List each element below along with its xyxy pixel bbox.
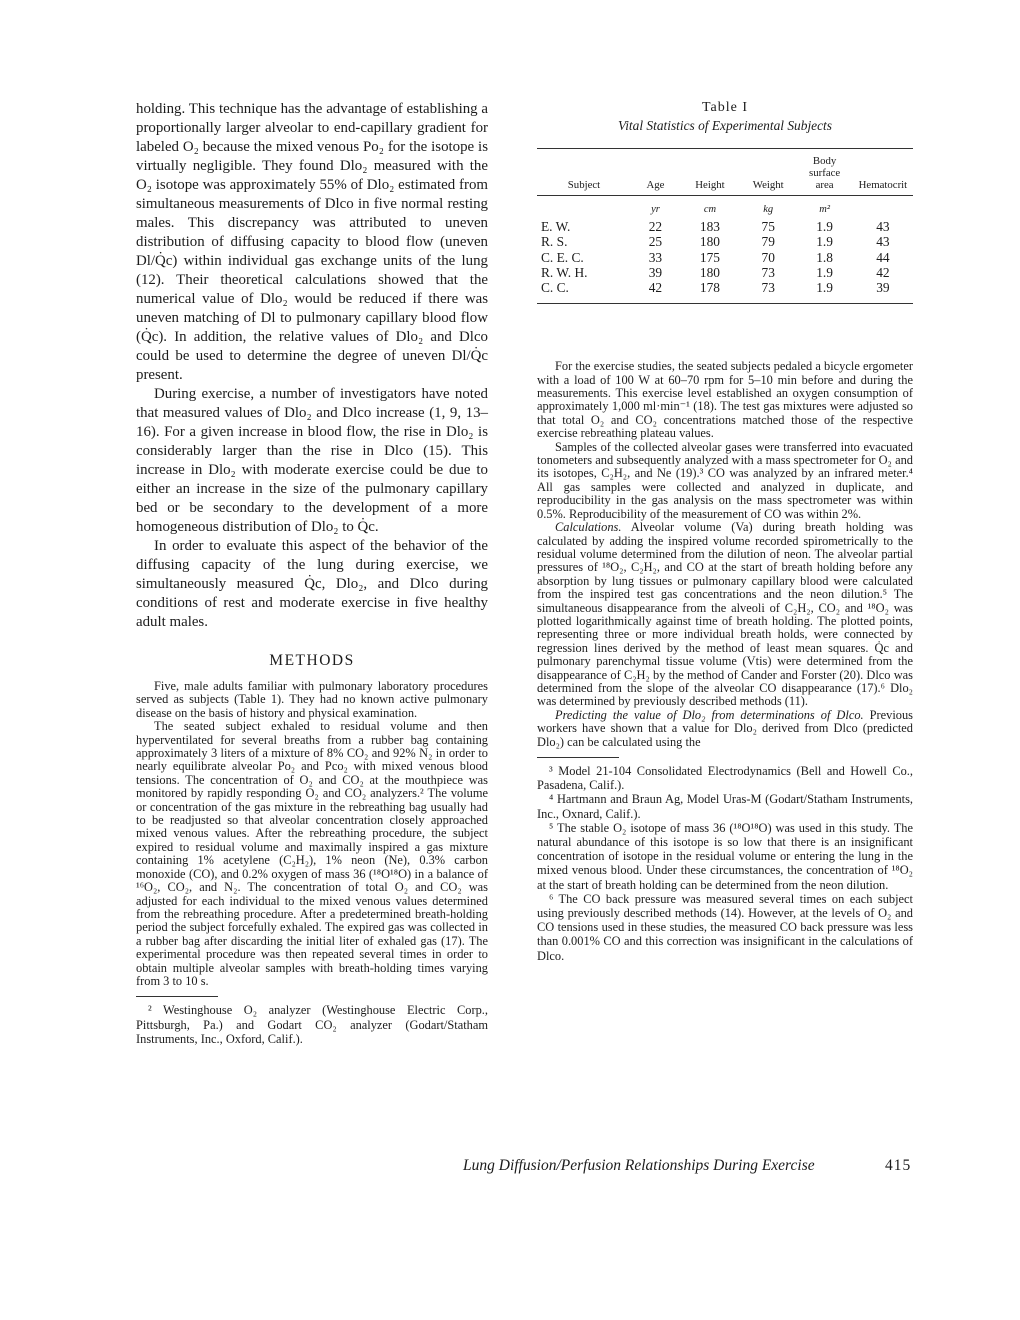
unit-cell [853, 196, 913, 220]
cell-bsa: 1.9 [816, 280, 833, 296]
body-paragraph: For the exercise studies, the seated subjects pedaled a bicycle ergometer with a load of 100 W at 60–70 rpm for 5–10 min before and during the measurements. This exercise level established an oxygen consumption of approximately 1,000 ml·min⁻¹ (18). The test gas mixtures were adjusted so that total O₂ and CO₂ concentrations matched those of the respective exercise rebreathing plateau values. [537, 359, 913, 441]
running-footer-title: Lung Diffusion/Perfusion Relationships During Exercise [463, 1157, 815, 1174]
cell-subject: C. E. C. [541, 249, 584, 265]
header-age: Age [631, 149, 680, 196]
unit-cell: kg [763, 204, 774, 215]
footnote-rule [537, 757, 619, 758]
cell-subject: R. W. H. [541, 264, 588, 280]
predicting-text: Previous workers have shown that a value for Dlo₂ derived from Dlco (predicted Dlo₂) can be calculated using the [537, 707, 913, 749]
right-column [537, 100, 913, 963]
body-paragraph: During exercise, a number of investigators have noted that measured values of Dlo₂ and Dlco increase (1, 9, 13–16). For a given increase in blood flow, the rise in Dlo₂ is considerably larger than the rise in Dlco (15). This increase in Dlo₂ with moderate exercise could be due to either an increase in the size of the pulmonary capillary bed or be secondary to the development of a more homogeneous distribution of Dlo₂ to Q̇c. [136, 386, 488, 535]
cell-height: 180 [699, 264, 720, 280]
predicting-label: Predicting the value of Dlo₂ from determinations of Dlco. [555, 707, 864, 722]
cell-weight: 73 [761, 280, 775, 296]
cell-subject: C. C. [541, 280, 569, 296]
cell-weight: 79 [761, 234, 775, 250]
table-row [537, 219, 913, 234]
calculations-paragraph [537, 521, 913, 709]
footnote: ⁶ The CO back pressure was measured several times on each subject using previously described methods (14). However, at the levels of O₂ and CO tensions used in these studies, the measured CO back pressure was less than 0.001% CO and this correction was insignificant in the calculations of Dlco. [537, 891, 913, 963]
methods-paragraph: Five, male adults familiar with pulmonary laboratory procedures served as subjects (Table 1). They had no known active pulmonary disease on the basis of history and physical examination. [136, 679, 488, 720]
cell-bsa: 1.9 [816, 234, 833, 250]
units-row [537, 196, 913, 220]
footnote: ³ Model 21-104 Consolidated Electrodynamics (Bell and Howell Co., Pasadena, Calif.). [537, 764, 913, 793]
vital-statistics-table [537, 148, 913, 304]
cell-age: 39 [648, 264, 663, 280]
table-row [537, 280, 913, 304]
cell-bsa: 1.9 [816, 264, 833, 280]
footnote: ⁴ Hartmann and Braun Ag, Model Uras-M (Godart/Statham Instruments, Inc., Oxnard, Calif.). [537, 792, 913, 821]
cell-subject: R. S. [541, 234, 568, 250]
table-label: Table I [701, 100, 749, 115]
unit-cell [537, 196, 631, 220]
cell-age: 33 [648, 249, 663, 265]
body-paragraph: holding. This technique has the advantage of establishing a proportionally larger alveolar to end-capillary gradient for labeled O₂ because the mixed venous Po₂ for the isotope is virtually negligible. They found Dlo₂ measured with the O₂ isotope was approximately 55% of Dlo₂ estimated from simultaneous measurements of Dlco in five normal resting males. This discrepancy was attributed to uneven distribution of diffusing capacity to blood flow (uneven Dl/Q̇c) within individual gas exchange units of the lung (12). Their theoretical calculations showed that the numerical value of Dlo₂ would be reduced if there was uneven matching of Dl to pulmonary capillary blood flow (Q̇c). In addition, the relative values of Dlo₂ and Dlco could be used to determine the degree of uneven Dl/Q̇c present. [136, 101, 488, 383]
cell-height: 183 [699, 219, 720, 235]
calculations-text: Alveolar volume (Va) during breath holding was calculated by adding the inspired volume recorded spirometrically to the residual volume determined from the dilution of neon. The alveolar partial pressures of ¹⁸O₂, C₂H₂, and CO at the start of breath holding before any absorption by lung tissues or pulmonary capillary blood were calculated from the inspired test gas concentrations and the neon dilution.⁵ The simultaneous disappearance from the alveoli of C₂H₂, CO₂ and ¹⁸O₂ was plotted logarithmically against time of breath holding. The plotted points, representing three or more individual breath holds, were connected by regression lines derived by the method of least mean squares. Q̇c and pulmonary parenchymal tissue volume (Vtis) were determined from the disappearance of C₂H₂ by the method of Cander and Forster (20). Dlco was determined from the slope of the alveolar CO disappearance (17).⁶ Dlo₂ was determined by previously described methods (11). [537, 520, 913, 709]
unit-cell: cm [703, 204, 717, 215]
table-1 [537, 100, 913, 304]
cell-height: 175 [699, 249, 720, 265]
cell-weight: 75 [761, 219, 775, 235]
cell-height: 180 [699, 234, 720, 250]
body-paragraph: Samples of the collected alveolar gases were transferred into evacuated tonometers and subsequently analyzed with a mass spectrometer for O₂ and its isotopes, C₂H₂, and Ne (19).³ CO was analyzed by an infrared meter.⁴ All gas samples were collected and analyzed in duplicate, and reproducibility in the gas analysis on the mass spectrometer was within 0.5%. Reproducibility of the measurement of CO was within 2%. [537, 439, 913, 521]
body-paragraph: In order to evaluate this aspect of the behavior of the diffusing capacity of the lung during exercise, we simultaneously measured Q̇c, Dlo₂, and Dlco during conditions of rest and moderate exercise in five healthy adult males. [136, 538, 488, 630]
cell-hematocrit: 43 [876, 219, 890, 235]
predicting-paragraph [537, 709, 913, 749]
cell-bsa: 1.9 [816, 219, 833, 235]
cell-hematocrit: 44 [876, 249, 890, 265]
footnote-rule [136, 996, 218, 997]
table-row [537, 265, 913, 280]
header-weight: Weight [740, 149, 796, 196]
table-row [537, 250, 913, 265]
cell-bsa: 1.8 [816, 249, 833, 265]
cell-weight: 70 [761, 249, 775, 265]
header-subject: Subject [537, 149, 631, 196]
footnote: ² Westinghouse O₂ analyzer (Westinghouse Electric Corp., Pittsburgh, Pa.) and Godart CO₂ analyzer (Godart/Statham Instruments, Inc., Oxford, Calif.). [136, 1003, 488, 1046]
cell-age: 22 [648, 219, 663, 235]
cell-subject: E. W. [541, 219, 571, 235]
cell-hematocrit: 42 [876, 264, 890, 280]
header-hematocrit: Hematocrit [853, 149, 913, 196]
cell-height: 178 [699, 280, 720, 296]
left-column [136, 100, 488, 1046]
page-number: 415 [885, 1157, 912, 1174]
cell-hematocrit: 43 [876, 234, 890, 250]
cell-weight: 73 [761, 264, 775, 280]
unit-cell: yr [651, 204, 660, 215]
header-height: Height [680, 149, 740, 196]
methods-paragraph: The seated subject exhaled to residual volume and then hyperventilated for several breaths from a rubber bag containing approximately 3 liters of a mixture of 8% CO₂ and 92% N₂ in order to nearly equilibrate alveolar Po₂ and Pco₂ with mixed venous blood tensions. The concentration of O₂ and CO₂ at the mouthpiece was monitored by rapidly responding O₂ and CO₂ analyzers.² The volume or concentration of the gas mixture in the rebreathing bag usually had to be readjusted so that alveolar concentration closely approached mixed venous values. After the rebreathing procedure, the subject expired to residual volume and maximally inspired a gas mixture containing 1% acetylene (C₂H₂), 1% neon (Ne), 0.3% carbon monoxide (CO), and 0.2% oxygen of mass 36 (¹⁸O¹⁸O) in a balance of ¹⁶O₂, CO₂, and N₂. The concentration of total O₂ and CO₂ was adjusted for each individual to the mixed venous values determined from the rebreathing procedure. After a predetermined breath-holding period the subject forcefully exhaled. The expired gas was collected in a rubber bag after discarding the initial liter of exhaled gas (17). The experimental procedure was then repeated several times in order to obtain multiple alveolar samples with breath-holding times varying from 3 to 10 s. [136, 719, 488, 988]
unit-cell: m² [819, 204, 830, 215]
table-header-row [537, 149, 913, 196]
section-heading-methods: METHODS [269, 652, 355, 669]
calculations-label: Calculations. [555, 520, 622, 535]
table-row [537, 234, 913, 249]
header-body-surface-area: Body surface area [796, 149, 852, 196]
cell-age: 25 [648, 234, 663, 250]
cell-hematocrit: 39 [876, 280, 890, 296]
footnote: ⁵ The stable O₂ isotope of mass 36 (¹⁸O¹⁸O) was used in this study. The natural abundance of this isotope is so low that there is an insignificant concentration of isotope in the residual volume or entering the lung in the mixed venous blood. Under these circumstances, the concentration of ¹⁸O₂ at the start of breath holding can be determined from the neon dilution. [537, 820, 913, 892]
cell-age: 42 [648, 280, 663, 296]
table-caption: Vital Statistics of Experimental Subjects [618, 118, 832, 133]
